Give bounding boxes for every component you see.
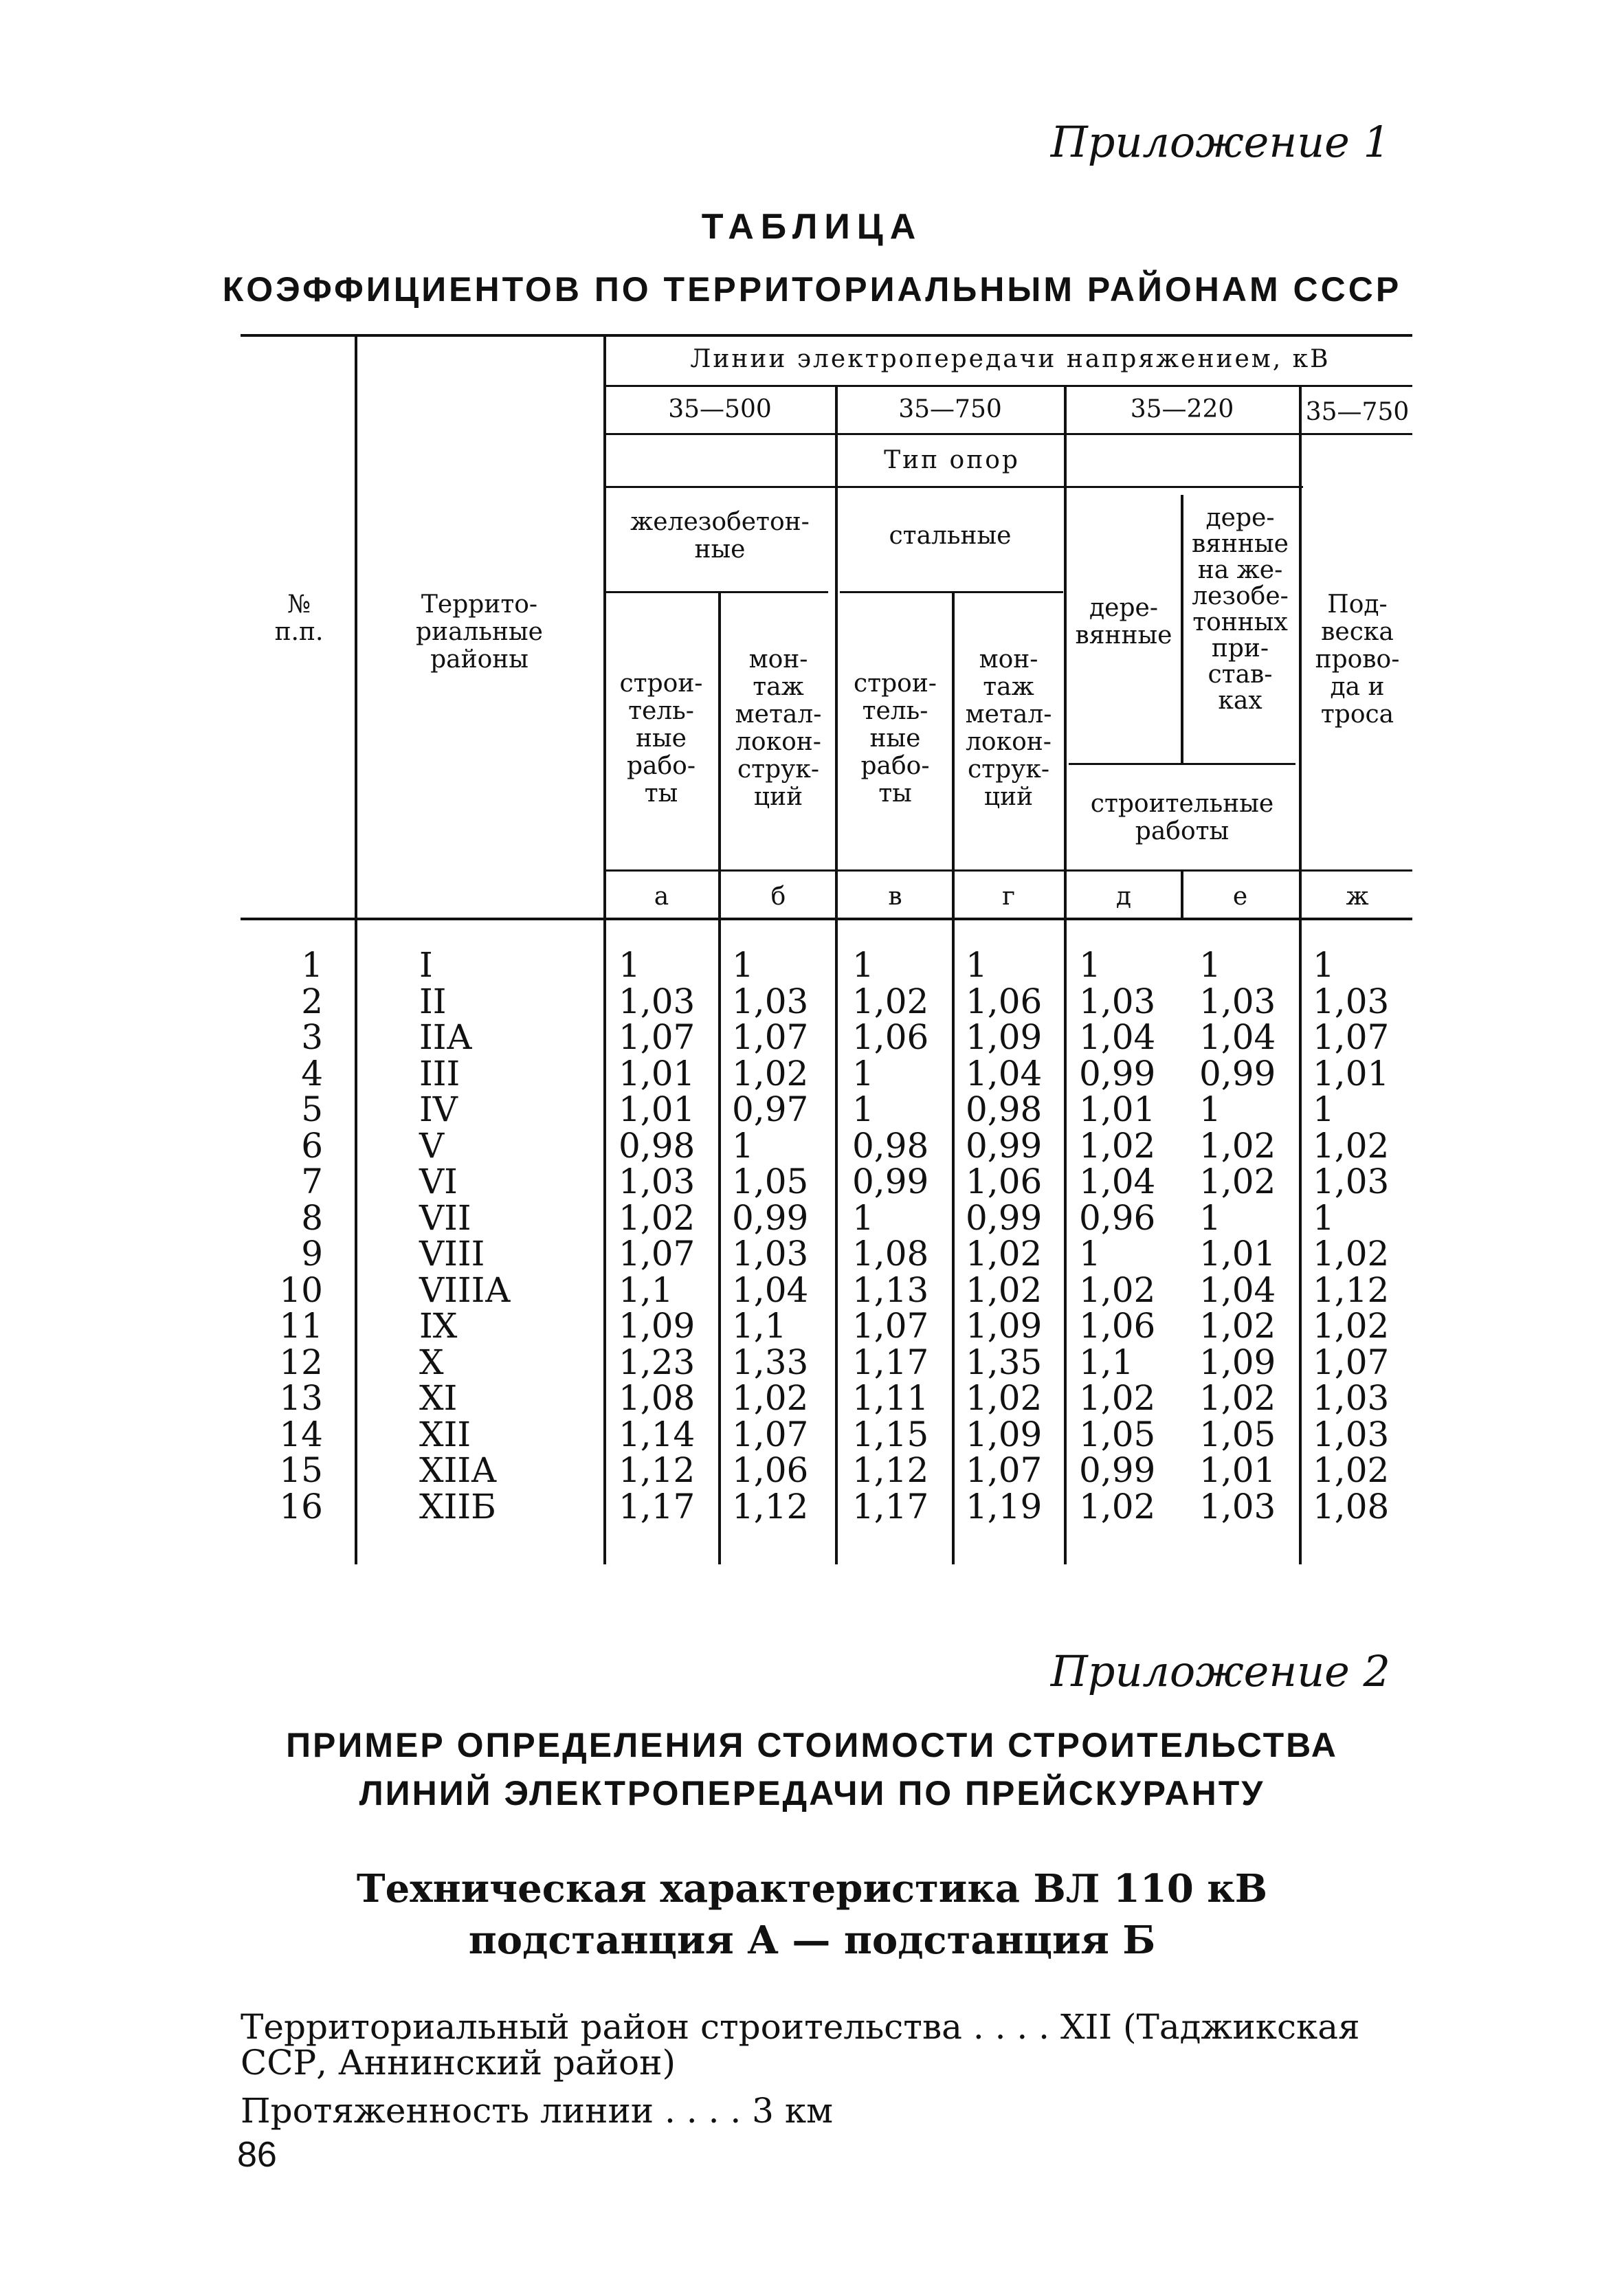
header-voltage-35-220: 35—220 [1130,395,1234,423]
col-letter-zh: ж [1346,883,1369,911]
header-line-voltage: Линии электропередачи напряжением, кВ [690,345,1331,373]
header-mounting-g: мон- таж метал- локон- струк- ций [965,645,1052,811]
header-steel: стальные [889,522,1012,550]
column-d: 1 1,03 1,04 0,99 1,01 1,02 1,04 0,96 1 1,02 1,06 1,1 1,02 1,05 0,99 1,02 [1079,945,1156,1527]
col-letter-g: г [1002,883,1015,911]
col-letter-d: д [1115,883,1132,911]
col-letter-e: е [1232,883,1248,911]
header-wire-suspension: Под- веска прово- да и троса [1315,590,1400,729]
table-title: ТАБЛИЦА [701,207,923,247]
header-reinforced-concrete: железобетон- ные [630,508,810,564]
column-e: 1 1,03 1,04 0,99 1 1,02 1,02 1 1,01 1,04 1,02 1,09 1,02 1,05 1,01 1,03 [1199,945,1276,1527]
header-voltage-35-750-b: 35—750 [1305,398,1410,426]
column-district: I II IIА III IV V VI VII VIII VIIIА IX X XI XII XIIА XIIБ [419,945,511,1527]
column-zh: 1 1,03 1,07 1,01 1 1,02 1,03 1 1,02 1,12 1,02 1,07 1,03 1,03 1,02 1,08 [1313,945,1390,1527]
header-mounting-b: мон- таж метал- локон- струк- ций [735,645,822,811]
table-subtitle: КОЭФФИЦИЕНТОВ ПО ТЕРРИТОРИАЛЬНЫМ РАЙОНАМ СССР [222,270,1402,309]
header-voltage-35-750: 35—750 [898,395,1002,423]
header-district: Террито- риальные районы [416,590,543,674]
column-a: 1 1,03 1,07 1,01 1,01 0,98 1,03 1,02 1,07 1,1 1,09 1,23 1,08 1,14 1,12 1,17 [619,945,696,1527]
column-number: 1 2 3 4 5 6 7 8 9 10 11 12 13 14 15 16 [279,945,323,1527]
col-letter-v: в [888,883,902,911]
example-title-line-2: ЛИНИЙ ЭЛЕКТРОПЕРЕДАЧИ ПО ПРЕЙСКУРАНТУ [359,1774,1265,1812]
appendix-1-label: Приложение 1 [1050,117,1390,167]
column-g: 1 1,06 1,09 1,04 0,98 0,99 1,06 0,99 1,02 1,02 1,09 1,35 1,02 1,09 1,07 1,19 [966,945,1043,1527]
column-v: 1 1,02 1,06 1 1 0,98 0,99 1 1,08 1,13 1,07 1,17 1,11 1,15 1,12 1,17 [852,945,929,1527]
header-construction-v: строи- тель- ные рабо- ты [854,669,937,808]
tech-title-line-1: Техническая характеристика ВЛ 110 кВ [356,1866,1268,1911]
body-line-district-cont: ССР, Аннинский район) [241,2043,676,2083]
column-b: 1 1,03 1,07 1,02 0,97 1 1,05 0,99 1,03 1,04 1,1 1,33 1,02 1,07 1,06 1,12 [732,945,809,1527]
col-letter-a: а [654,883,669,911]
body-line-length: Протяженность линии . . . . 3 км [241,2091,833,2131]
header-construction-de: строительные работы [1090,790,1274,845]
body-line-district: Территориальный район строительства . . . . XII (Таджикская [241,2007,1360,2047]
col-letter-b: б [770,883,786,911]
header-support-type: Тип опор [884,446,1020,474]
header-voltage-35-500: 35—500 [668,395,772,423]
header-wooden-on-rc: дере- вянные на же- лезобе- тонных при- став- ках [1192,504,1289,715]
header-wooden: дере- вянные [1075,594,1172,650]
header-number: № п.п. [274,590,324,646]
appendix-2-label: Приложение 2 [1050,1646,1390,1696]
example-title-line-1: ПРИМЕР ОПРЕДЕЛЕНИЯ СТОИМОСТИ СТРОИТЕЛЬСТВА [286,1726,1338,1764]
page-number: 86 [237,2135,277,2175]
tech-title-line-2: подстанция А — подстанция Б [468,1918,1156,1963]
header-construction-a: строи- тель- ные рабо- ты [619,669,703,808]
